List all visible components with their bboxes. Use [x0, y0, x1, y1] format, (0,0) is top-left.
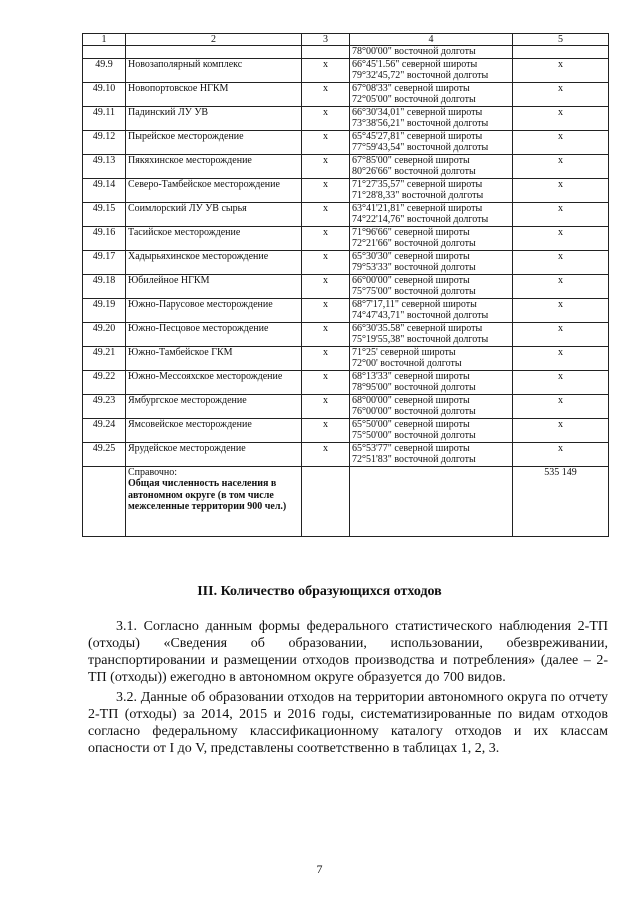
row-col3-mark: x [302, 202, 350, 226]
table-row [83, 442, 609, 466]
row-col3-mark: x [302, 418, 350, 442]
row-number: 49.23 [83, 394, 126, 418]
row-col5-mark: x [513, 370, 609, 394]
row-number: 49.13 [83, 154, 126, 178]
row-longitude: 74°22'14,76" восточной долготы [352, 214, 489, 225]
header-col-1: 1 [83, 34, 126, 46]
row-col3-mark: x [302, 274, 350, 298]
table-header-row [83, 34, 609, 46]
row-number: 49.15 [83, 202, 126, 226]
row-longitude: 72°21'66" восточной долготы [352, 238, 476, 249]
row-number: 49.20 [83, 322, 126, 346]
table-row [83, 394, 609, 418]
row-longitude: 72°51'83" восточной долготы [352, 454, 476, 465]
continuation-cell-1 [83, 46, 126, 59]
row-site-name: Ярудейское месторождение [126, 442, 302, 466]
row-number: 49.11 [83, 106, 126, 130]
reference-row [83, 466, 609, 536]
row-longitude: 71°28'8,33" восточной долготы [352, 190, 484, 201]
row-latitude: 65°30'30" северной широты [352, 250, 470, 262]
row-longitude: 77°59'43,54" восточной долготы [352, 142, 489, 153]
page-number: 7 [316, 862, 323, 876]
row-site-name: Южно-Мессояхское месторождение [126, 370, 302, 394]
row-number: 49.14 [83, 178, 126, 202]
section-title: III. Количество образующихся отходов [197, 584, 442, 599]
row-number: 49.19 [83, 298, 126, 322]
row-latitude: 68°7'17,11" северной широты [352, 298, 477, 310]
row-coordinates [350, 274, 513, 298]
row-col3-mark: x [302, 58, 350, 82]
row-longitude: 78°95'00" восточной долготы [352, 382, 476, 393]
row-longitude: 75°50'00" восточной долготы [352, 430, 476, 441]
row-site-name: Южно-Парусовое месторождение [126, 298, 302, 322]
row-coordinates [350, 394, 513, 418]
row-number: 49.10 [83, 82, 126, 106]
reference-text: Общая численность населения в автономном округе (в том числе межселенные территории 900 чел.) [128, 478, 287, 512]
row-number: 49.18 [83, 274, 126, 298]
row-col5-mark: x [513, 226, 609, 250]
row-number: 49.24 [83, 418, 126, 442]
row-latitude: 67°85'00" северной широты [352, 154, 470, 166]
row-coordinates [350, 418, 513, 442]
row-col5-mark: x [513, 154, 609, 178]
row-col5-mark: x [513, 442, 609, 466]
row-latitude: 71°27'35,57" северной широты [352, 178, 483, 190]
row-site-name: Пырейское месторождение [126, 130, 302, 154]
table-row [83, 322, 609, 346]
row-col3-mark: x [302, 394, 350, 418]
continuation-row [83, 46, 609, 59]
population-total: 535 149 [513, 466, 609, 536]
table-row [83, 418, 609, 442]
table-row [83, 178, 609, 202]
row-col5-mark: x [513, 130, 609, 154]
row-number: 49.12 [83, 130, 126, 154]
row-col3-mark: x [302, 442, 350, 466]
table-row [83, 58, 609, 82]
row-latitude: 66°00'00" северной широты [352, 274, 470, 286]
row-site-name: Южно-Тамбейское ГКМ [126, 346, 302, 370]
row-col3-mark: x [302, 226, 350, 250]
row-latitude: 66°30'34,01" северной широты [352, 106, 483, 118]
row-col3-mark: x [302, 346, 350, 370]
table-row [83, 202, 609, 226]
row-coordinates [350, 226, 513, 250]
row-col3-mark: x [302, 130, 350, 154]
row-longitude: 79°32'45,72" восточной долготы [352, 70, 489, 81]
paragraph-3-1: 3.1. Согласно данным формы федерального статистического наблюдения 2-ТП (отходы) «Сведения об образовании, использовании, обезвреживании, транспортировании и размещении отходов производства и потребления» (далее – 2-ТП (отходы)) ежегодно в автономном округе образуется до 700 видов. [88, 619, 608, 685]
row-col5-mark: x [513, 298, 609, 322]
row-coordinates [350, 370, 513, 394]
row-col5-mark: x [513, 250, 609, 274]
continuation-cell-2 [126, 46, 302, 59]
row-col5-mark: x [513, 322, 609, 346]
table-row [83, 250, 609, 274]
row-site-name: Падинский ЛУ УВ [126, 106, 302, 130]
row-site-name: Новозаполярный комплекс [126, 58, 302, 82]
row-col5-mark: x [513, 106, 609, 130]
row-number: 49.17 [83, 250, 126, 274]
continuation-cell-3 [302, 46, 350, 59]
header-col-5: 5 [513, 34, 609, 46]
row-coordinates [350, 250, 513, 274]
row-coordinates [350, 346, 513, 370]
row-latitude: 66°30'35.58" северной широты [352, 322, 483, 334]
row-col3-mark: x [302, 370, 350, 394]
row-col5-mark: x [513, 346, 609, 370]
paragraph-3-2: 3.2. Данные об образовании отходов на территории автономного округа по отчету 2-ТП (отходы) за 2014, 2015 и 2016 годы, систематизированные по видам отходов согласно федеральному классификационному каталогу отходов и их классам опасности от I до V, представлены соответственно в таблицах 1, 2, 3. [88, 690, 608, 756]
reference-cell-1 [83, 466, 126, 536]
row-coordinates [350, 202, 513, 226]
row-coordinates [350, 130, 513, 154]
row-col3-mark: x [302, 322, 350, 346]
row-site-name: Ямсовейское месторождение [126, 418, 302, 442]
reference-cell-3 [302, 466, 350, 536]
row-latitude: 65°53'77" северной широты [352, 442, 470, 454]
row-site-name: Северо-Тамбейское месторождение [126, 178, 302, 202]
row-col5-mark: x [513, 178, 609, 202]
row-col3-mark: x [302, 106, 350, 130]
row-number: 49.22 [83, 370, 126, 394]
row-col3-mark: x [302, 154, 350, 178]
table-row [83, 346, 609, 370]
row-longitude: 76°00'00" восточной долготы [352, 406, 476, 417]
row-coordinates [350, 322, 513, 346]
row-coordinates [350, 154, 513, 178]
continuation-coords: 78°00'00" восточной долготы [350, 46, 513, 59]
row-col3-mark: x [302, 298, 350, 322]
row-longitude: 72°05'00" восточной долготы [352, 94, 476, 105]
header-col-3: 3 [302, 34, 350, 46]
row-site-name: Юбилейное НГКМ [126, 274, 302, 298]
table-row [83, 130, 609, 154]
row-longitude: 72°00' восточной долготы [352, 358, 462, 369]
sites-table [82, 33, 609, 537]
row-longitude: 75°75'00" восточной долготы [352, 286, 476, 297]
table-row [83, 82, 609, 106]
row-site-name: Тасийское месторождение [126, 226, 302, 250]
table-row [83, 154, 609, 178]
table-body [83, 46, 609, 467]
row-site-name: Южно-Песцовое месторождение [126, 322, 302, 346]
row-latitude: 66°45'1.56" северной широты [352, 58, 478, 70]
row-latitude: 71°96'66" северной широты [352, 226, 470, 238]
row-coordinates [350, 106, 513, 130]
reference-label: Справочно: [128, 466, 178, 478]
row-col5-mark: x [513, 202, 609, 226]
header-col-4: 4 [350, 34, 513, 46]
continuation-cell-5 [513, 46, 609, 59]
row-col5-mark: x [513, 274, 609, 298]
row-col5-mark: x [513, 82, 609, 106]
row-site-name: Пякяхинское месторождение [126, 154, 302, 178]
row-coordinates [350, 298, 513, 322]
row-col5-mark: x [513, 58, 609, 82]
row-number: 49.21 [83, 346, 126, 370]
row-site-name: Новопортовское НГКМ [126, 82, 302, 106]
row-number: 49.16 [83, 226, 126, 250]
row-coordinates [350, 442, 513, 466]
row-col3-mark: x [302, 250, 350, 274]
row-latitude: 63°41'21,81" северной широты [352, 202, 483, 214]
row-number: 49.9 [83, 58, 126, 82]
row-col3-mark: x [302, 82, 350, 106]
row-longitude: 80°26'66" восточной долготы [352, 166, 476, 177]
row-latitude: 68°13'33" северной широты [352, 370, 470, 382]
row-coordinates [350, 58, 513, 82]
table-row [83, 274, 609, 298]
row-longitude: 79°53'33" восточной долготы [352, 262, 476, 273]
header-col-2: 2 [126, 34, 302, 46]
table-row [83, 106, 609, 130]
table-row [83, 226, 609, 250]
reference-cell-4 [350, 466, 513, 536]
row-site-name: Соимлорский ЛУ УВ сырья [126, 202, 302, 226]
row-longitude: 73°38'56,21" восточной долготы [352, 118, 489, 129]
reference-text-cell [126, 466, 302, 536]
row-longitude: 75°19'55,38" восточной долготы [352, 334, 489, 345]
row-latitude: 65°50'00" северной широты [352, 418, 470, 430]
row-col3-mark: x [302, 178, 350, 202]
row-latitude: 71°25' северной широты [352, 346, 456, 358]
row-col5-mark: x [513, 394, 609, 418]
row-site-name: Ямбургское месторождение [126, 394, 302, 418]
row-coordinates [350, 82, 513, 106]
row-longitude: 74°47'43,71" восточной долготы [352, 310, 489, 321]
row-latitude: 65°45'27,81" северной широты [352, 130, 483, 142]
row-col5-mark: x [513, 418, 609, 442]
row-site-name: Хадырьяхинское месторождение [126, 250, 302, 274]
table-row [83, 298, 609, 322]
row-coordinates [350, 178, 513, 202]
row-number: 49.25 [83, 442, 126, 466]
row-latitude: 68°00'00" северной широты [352, 394, 470, 406]
row-latitude: 67°08'33" северной широты [352, 82, 470, 94]
table-row [83, 370, 609, 394]
